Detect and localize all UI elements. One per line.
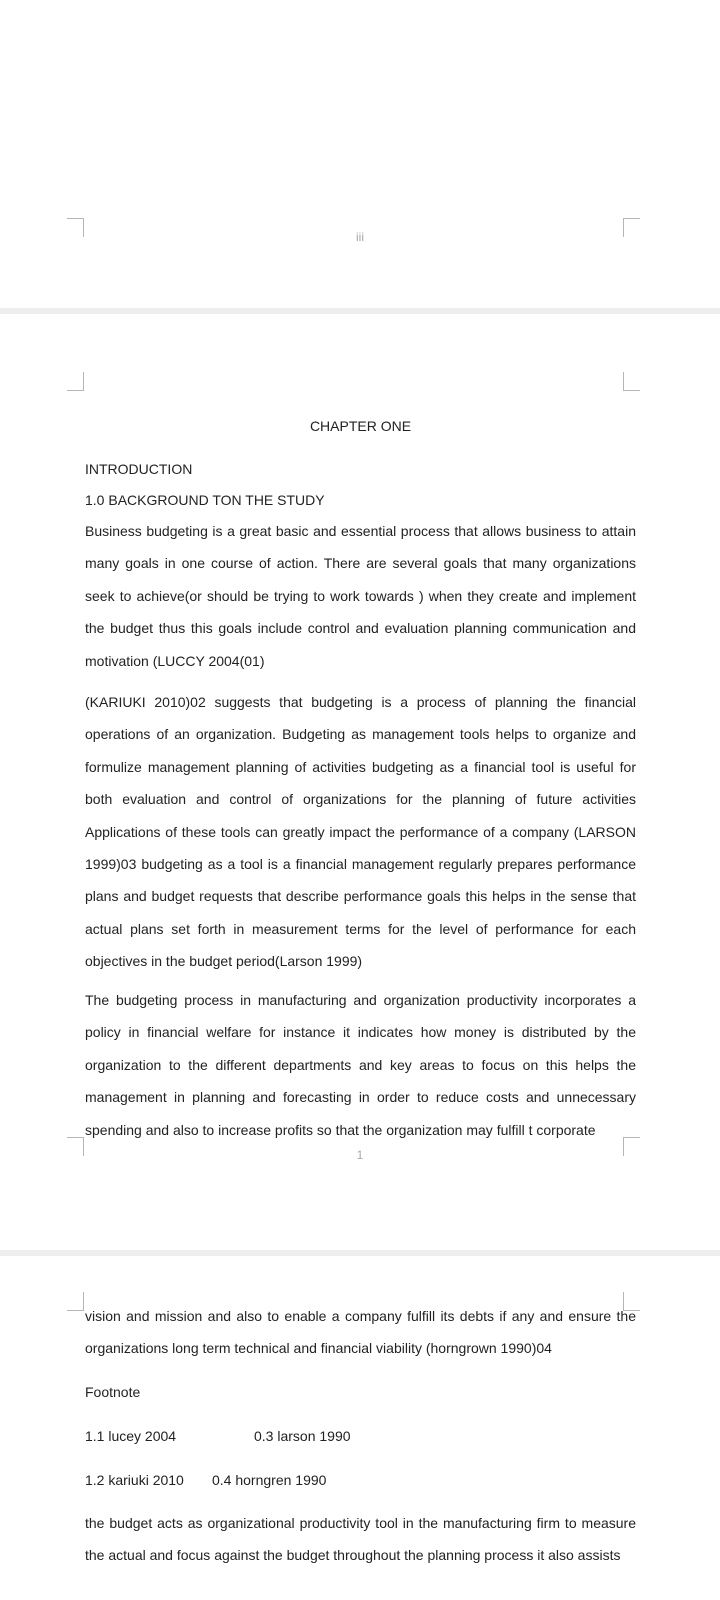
- footnote-entry: 0.4 horngren 1990: [212, 1472, 327, 1488]
- chapter-title: [85, 418, 636, 434]
- page-corner-marker: [67, 1292, 84, 1311]
- body-paragraph: (KARIUKI 2010)02 suggests that budgeting is a process of planning the financial operations of an organization. Budgeting as management tools helps to organize and formulize management planning of activities budgeting as a financial tool is useful for both evaluation and control of organizations for the planning of future activities Applications of these tools can greatly impact the performance of a company (LARSON 1999)03 budgeting as a tool is a financial management regularly prepares performance plans and budget requests that describe performance goals this helps in the sense that actual plans set forth in measurement terms for the level of performance for each objectives in the budget period(Larson 1999): [85, 694, 636, 970]
- page-corner-marker: [623, 372, 640, 391]
- document-page-two: [0, 1256, 720, 1600]
- body-paragraph: Business budgeting is a great basic and essential process that allows business to attain many goals in one course of action. There are several goals that many organizations seek to achieve(or should be trying to work towards ) when they create and implement the budget thus this goals include control and evaluation planning communication and motivation (LUCCY 2004(01): [85, 523, 636, 669]
- page-number: iii: [356, 230, 364, 244]
- page-corner-marker: [67, 372, 84, 391]
- document-page-one: [0, 314, 720, 1250]
- page-number: 1: [356, 1148, 364, 1162]
- body-paragraph: The budgeting process in manufacturing and organization productivity incorporates a policy in financial welfare for instance it indicates how money is distributed by the organization to the different departments and key areas to focus on this helps the management in planning and forecasting in order to reduce costs and unnecessary spending and also to increase profits so that the organization may fulfill t corporate: [85, 992, 636, 1138]
- footnote-entry: 1.2 kariuki 2010: [85, 1472, 184, 1488]
- footnote-row: [85, 1428, 636, 1448]
- section-heading-introduction: INTRODUCTION: [85, 461, 193, 477]
- footnote-entry: 0.3 larson 1990: [254, 1428, 351, 1444]
- section-heading-background: 1.0 BACKGROUND TON THE STUDY: [85, 492, 325, 508]
- footnote-entry: 1.1 lucey 2004: [85, 1428, 177, 1444]
- body-paragraph: the budget acts as organizational productivity tool in the manufacturing firm to measure the actual and focus against the budget throughout the planning process it also assists: [85, 1515, 636, 1564]
- footnote-row: [85, 1472, 636, 1492]
- document-page-top: [0, 0, 720, 308]
- body-paragraph-continued: vision and mission and also to enable a company fulfill its debts if any and ensure the organizations long term technical and financial viability (horngrown 1990)04: [85, 1308, 636, 1357]
- chapter-title-text: CHAPTER ONE: [309, 418, 412, 434]
- footnote-label: Footnote: [85, 1384, 141, 1400]
